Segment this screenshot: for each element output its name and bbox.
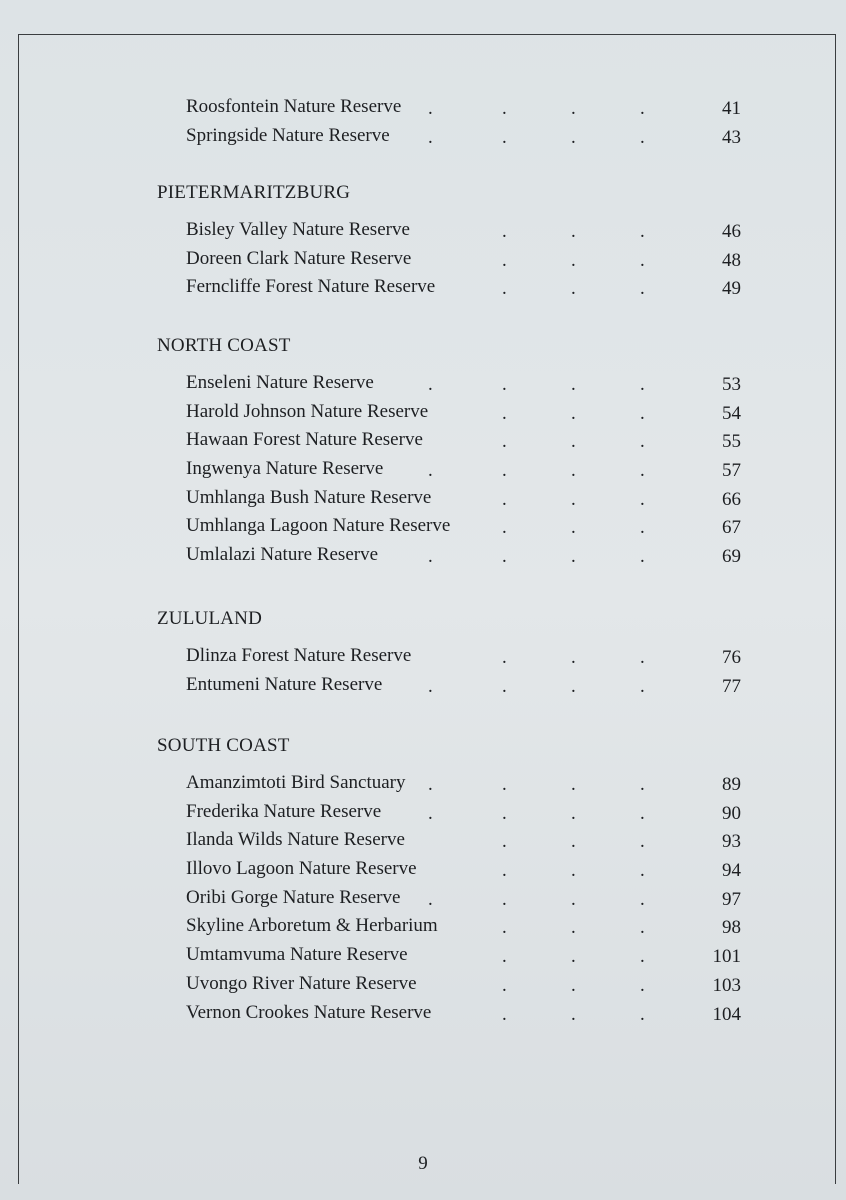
leader-dot: . [502, 460, 507, 482]
leader-dot: . [640, 126, 645, 148]
leader-dot: . [640, 1003, 645, 1025]
entry-page-number: 66 [722, 488, 741, 510]
toc-entry [0, 829, 846, 858]
leader-dot: . [640, 974, 645, 996]
leader-dot: . [640, 249, 645, 271]
leader-dot: . [571, 249, 576, 271]
section-heading: NORTH COAST [157, 335, 291, 356]
section-heading: PIETERMARITZBURG [157, 182, 351, 203]
entry-page-number: 43 [722, 126, 741, 148]
leader-dot: . [571, 98, 576, 119]
toc-entries [0, 645, 846, 702]
entry-title: Hawaan Forest Nature Reserve [186, 429, 423, 451]
entry-page-number: 46 [722, 221, 741, 242]
entry-title: Oribi Gorge Nature Reserve [186, 886, 401, 908]
entry-title: Ferncliffe Forest Nature Reserve [186, 276, 436, 298]
leader-dot: . [640, 917, 645, 939]
toc-entry [0, 515, 846, 544]
leader-dot: . [640, 517, 645, 539]
leader-dot: . [502, 249, 507, 271]
entry-title: Umtamvuma Nature Reserve [186, 944, 408, 966]
leader-dot: . [428, 774, 433, 795]
leader-dot: . [502, 126, 507, 148]
toc-entry [0, 219, 846, 248]
toc-entries [0, 96, 846, 153]
leader-dot: . [571, 460, 576, 482]
leader-dot: . [571, 774, 576, 795]
toc-entry [0, 858, 846, 887]
leader-dot: . [428, 546, 433, 568]
entry-page-number: 57 [722, 460, 741, 482]
leader-dot: . [640, 278, 645, 300]
leader-dot: . [640, 647, 645, 668]
entry-title: Illovo Lagoon Nature Reserve [186, 858, 417, 880]
toc-entry [0, 487, 846, 516]
leader-dot: . [640, 374, 645, 395]
leader-dot: . [571, 946, 576, 968]
entry-page-number: 69 [722, 546, 741, 568]
entry-page-number: 76 [722, 647, 741, 668]
leader-dot: . [571, 517, 576, 539]
leader-dot: . [502, 488, 507, 510]
entry-page-number: 49 [722, 278, 741, 300]
leader-dot: . [502, 917, 507, 939]
leader-dot: . [502, 431, 507, 453]
leader-dot: . [640, 546, 645, 568]
page-number: 9 [418, 1153, 428, 1174]
section-heading: SOUTH COAST [157, 735, 290, 756]
entry-page-number: 48 [722, 249, 741, 271]
entry-title: Uvongo River Nature Reserve [186, 972, 417, 994]
entry-title: Umhlanga Lagoon Nature Reserve [186, 515, 451, 537]
entry-page-number: 89 [722, 774, 741, 795]
entry-title: Enseleni Nature Reserve [186, 372, 374, 393]
leader-dot: . [502, 1003, 507, 1025]
toc-entry [0, 801, 846, 830]
leader-dot: . [502, 946, 507, 968]
leader-dot: . [502, 278, 507, 300]
leader-dot: . [502, 888, 507, 910]
leader-dot: . [502, 675, 507, 697]
leader-dot: . [571, 221, 576, 242]
entry-title: Doreen Clark Nature Reserve [186, 247, 412, 269]
leader-dot: . [571, 647, 576, 668]
leader-dot: . [428, 675, 433, 697]
leader-dot: . [571, 974, 576, 996]
toc-entry [0, 1002, 846, 1031]
leader-dot: . [502, 402, 507, 424]
toc-entry [0, 887, 846, 916]
entry-title: Skyline Arboretum & Herbarium [186, 915, 438, 937]
toc-entries [0, 772, 846, 1030]
entry-title: Vernon Crookes Nature Reserve [186, 1001, 432, 1023]
leader-dot: . [640, 774, 645, 795]
leader-dot: . [502, 221, 507, 242]
entry-title: Dlinza Forest Nature Reserve [186, 645, 412, 666]
leader-dot: . [428, 98, 433, 119]
entry-page-number: 53 [722, 374, 741, 395]
leader-dot: . [428, 802, 433, 824]
entry-title: Springside Nature Reserve [186, 124, 390, 146]
leader-dot: . [571, 431, 576, 453]
leader-dot: . [571, 917, 576, 939]
leader-dot: . [502, 802, 507, 824]
entry-page-number: 77 [722, 675, 741, 697]
leader-dot: . [640, 460, 645, 482]
toc-entry [0, 276, 846, 305]
leader-dot: . [640, 402, 645, 424]
leader-dot: . [571, 860, 576, 882]
entry-page-number: 101 [712, 946, 741, 968]
toc-entry [0, 944, 846, 973]
leader-dot: . [428, 374, 433, 395]
toc-entry [0, 674, 846, 703]
leader-dot: . [640, 98, 645, 119]
entry-title: Umhlanga Bush Nature Reserve [186, 486, 432, 508]
toc-entry [0, 125, 846, 154]
leader-dot: . [571, 488, 576, 510]
entry-page-number: 67 [722, 517, 741, 539]
leader-dot: . [571, 278, 576, 300]
entry-page-number: 94 [722, 860, 741, 882]
entry-page-number: 103 [712, 974, 741, 996]
entry-title: Frederika Nature Reserve [186, 800, 382, 822]
entry-title: Harold Johnson Nature Reserve [186, 400, 429, 422]
toc-entry [0, 248, 846, 277]
toc-entries [0, 372, 846, 573]
toc-entries [0, 219, 846, 305]
entry-page-number: 90 [722, 802, 741, 824]
toc-entry [0, 429, 846, 458]
leader-dot: . [571, 831, 576, 853]
leader-dot: . [502, 546, 507, 568]
entry-title: Ilanda Wilds Nature Reserve [186, 829, 405, 851]
leader-dot: . [640, 431, 645, 453]
leader-dot: . [502, 774, 507, 795]
entry-title: Amanzimtoti Bird Sanctuary [186, 772, 406, 793]
leader-dot: . [571, 546, 576, 568]
entry-page-number: 98 [722, 917, 741, 939]
leader-dot: . [640, 675, 645, 697]
entry-title: Umlalazi Nature Reserve [186, 544, 379, 566]
entry-title: Ingwenya Nature Reserve [186, 458, 384, 480]
leader-dot: . [571, 402, 576, 424]
leader-dot: . [640, 802, 645, 824]
leader-dot: . [640, 888, 645, 910]
leader-dot: . [502, 860, 507, 882]
leader-dot: . [428, 460, 433, 482]
section-heading: ZULULAND [157, 608, 263, 629]
leader-dot: . [640, 831, 645, 853]
entry-title: Entumeni Nature Reserve [186, 673, 383, 695]
entry-page-number: 104 [712, 1003, 741, 1025]
leader-dot: . [502, 374, 507, 395]
entry-title: Bisley Valley Nature Reserve [186, 219, 410, 240]
toc-entry [0, 401, 846, 430]
leader-dot: . [640, 946, 645, 968]
toc-entry [0, 544, 846, 573]
toc-entry [0, 973, 846, 1002]
entry-page-number: 93 [722, 831, 741, 853]
entry-page-number: 54 [722, 402, 741, 424]
leader-dot: . [640, 860, 645, 882]
leader-dot: . [571, 1003, 576, 1025]
leader-dot: . [502, 831, 507, 853]
toc-entry [0, 372, 846, 401]
leader-dot: . [428, 126, 433, 148]
leader-dot: . [502, 647, 507, 668]
toc-entry [0, 645, 846, 674]
leader-dot: . [571, 888, 576, 910]
toc-entry [0, 772, 846, 801]
entry-page-number: 55 [722, 431, 741, 453]
toc-entry [0, 915, 846, 944]
leader-dot: . [502, 974, 507, 996]
leader-dot: . [571, 126, 576, 148]
leader-dot: . [428, 888, 433, 910]
toc-entry [0, 458, 846, 487]
leader-dot: . [502, 517, 507, 539]
leader-dot: . [640, 221, 645, 242]
leader-dot: . [571, 374, 576, 395]
entry-page-number: 97 [722, 888, 741, 910]
leader-dot: . [571, 802, 576, 824]
leader-dot: . [571, 675, 576, 697]
entry-title: Roosfontein Nature Reserve [186, 96, 402, 117]
leader-dot: . [640, 488, 645, 510]
toc-entry [0, 96, 846, 125]
entry-page-number: 41 [722, 98, 741, 119]
leader-dot: . [502, 98, 507, 119]
